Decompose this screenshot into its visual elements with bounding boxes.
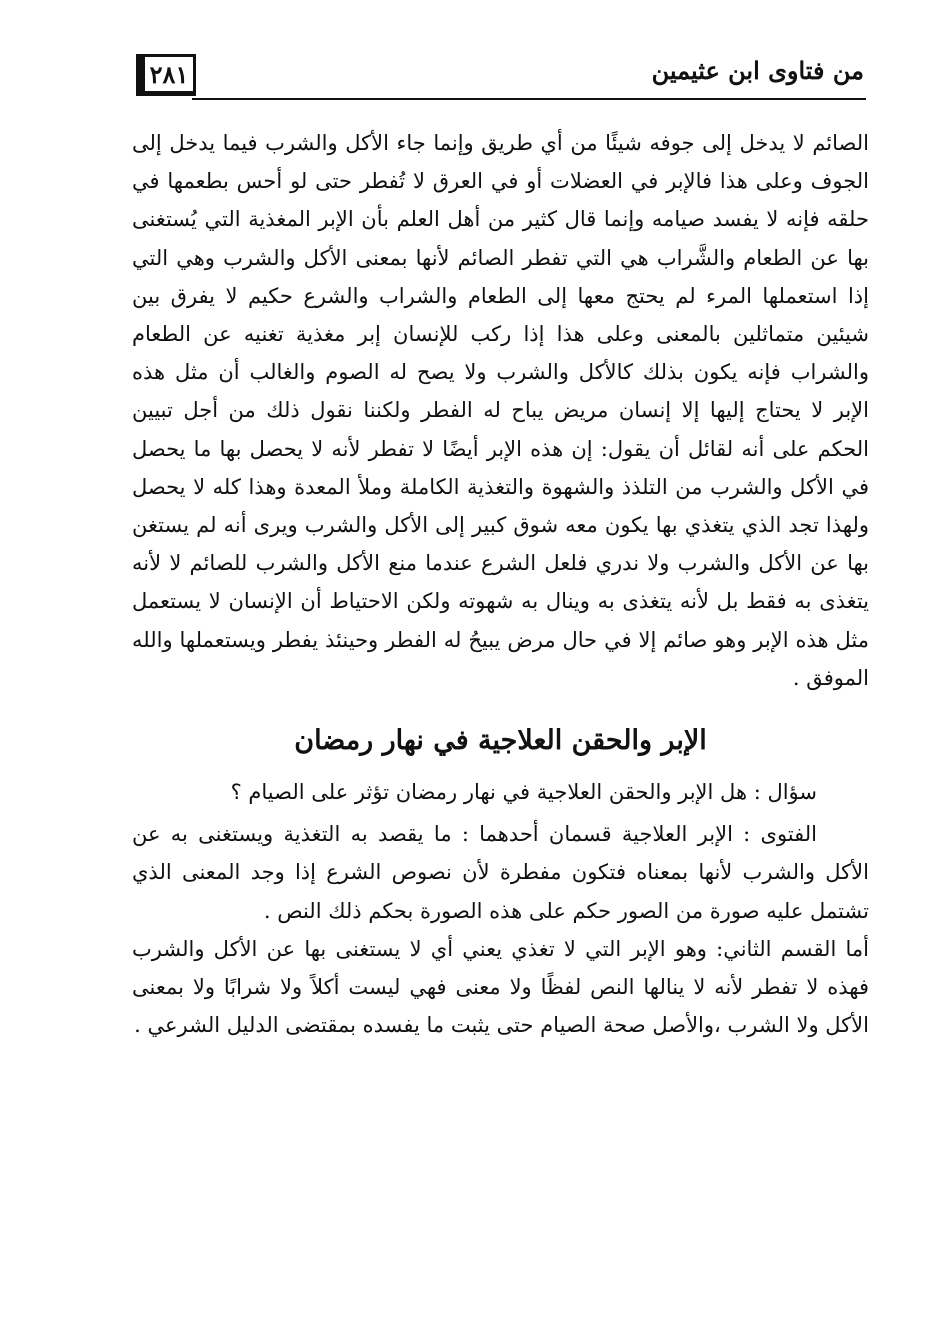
body-paragraph: الصائم لا يدخل إلى جوفه شيئًا من أي طريق وإنما جاء الأكل والشرب فيما يدخل إلى الجوف وعلى هذا فالإبر في العضلات أو في العرق لا تُفطر حتى لو أحس بطعمها في حلقه فإنه لا يفسد صيامه وإنما قال كثير من أهل العلم بأن الإبر المغذية التي يُستغنى بها عن الطعام والشَّراب هي التي تفطر الصائم لأنها بمعنى الأكل والشرب وهي التي إذا استعملها المرء لم يحتج معها إلى الطعام والشراب والشرع حكيم لا يفرق بين شيئين متماثلين بالمعنى وعلى هذا إذا ركب للإنسان إبر مغذية تغنيه عن الطعام والشراب فإنه يكون بذلك كالأكل والشرب ولا يصح له الصوم والغالب أن مثل هذه الإبر لا يحتاج إليها إلا إنسان مريض يباح له الفطر ولكننا نقول ذلك من أجل تبيين الحكم على أنه لقائل أن يقول: إن هذه الإبر أيضًا لا تفطر لأنه لا يحصل بها ما يحصل في الأكل والشرب من التلذذ والشهوة والتغذية الكاملة وملأ المعدة وهذا كله لا يحصل ولهذا تجد الذي يتغذي بها يكون معه شوق كبير إلى الأكل والشرب ويرى أنه لم يستغن بها عن الأكل والشرب ولا ندري فلعل الشرع عندما منع الأكل والشرب للصائم لا لأنه يتغذى به فقط بل لأنه يتغذى به وينال به شهوته ولكن الاحتياط أن الإنسان لا يستعمل مثل هذه الإبر وهو صائم إلا في حال مرض يبيحُ له الفطر وحينئذ يفطر ويستعملها والله الموفق .	[132, 131, 869, 690]
page-number: ٢٨١	[149, 59, 189, 89]
page-content	[132, 124, 869, 1044]
page-header	[136, 46, 866, 106]
answer-second-part: أما القسم الثاني: وهو الإبر التي لا تغذي يعني أي لا يستغنى بها عن الأكل والشرب فهذه لا تفطر لأنه لا ينالها النص لفظًا ولا معنى فهي ليست أكلاً ولا شرابًا ولا بمعنى الأكل ولا الشرب ،والأصل صحة الصيام حتى يثبت ما يفسده بمقتضى الدليل الشرعي .	[132, 936, 869, 1038]
header-rule	[192, 98, 866, 100]
answer-text: الفتوى : الإبر العلاجية قسمان أحدهما : ما يقصد به التغذية ويستغنى به عن الأكل والشرب لأنها بمعناه فتكون مفطرة لأن نصوص الشرع إذا وجد المعنى الذي تشتمل عليه صورة من الصور حكم على هذه الصورة بحكم ذلك النص .	[132, 822, 869, 923]
page-number-box	[136, 54, 196, 96]
running-title: من فتاوى ابن عثيمين	[651, 56, 864, 85]
section-title: الإبر والحقن العلاجية في نهار رمضان	[294, 725, 707, 757]
question-text: سؤال : هل الإبر والحقن العلاجية في نهار رمضان تؤثر على الصيام ؟	[230, 780, 817, 805]
